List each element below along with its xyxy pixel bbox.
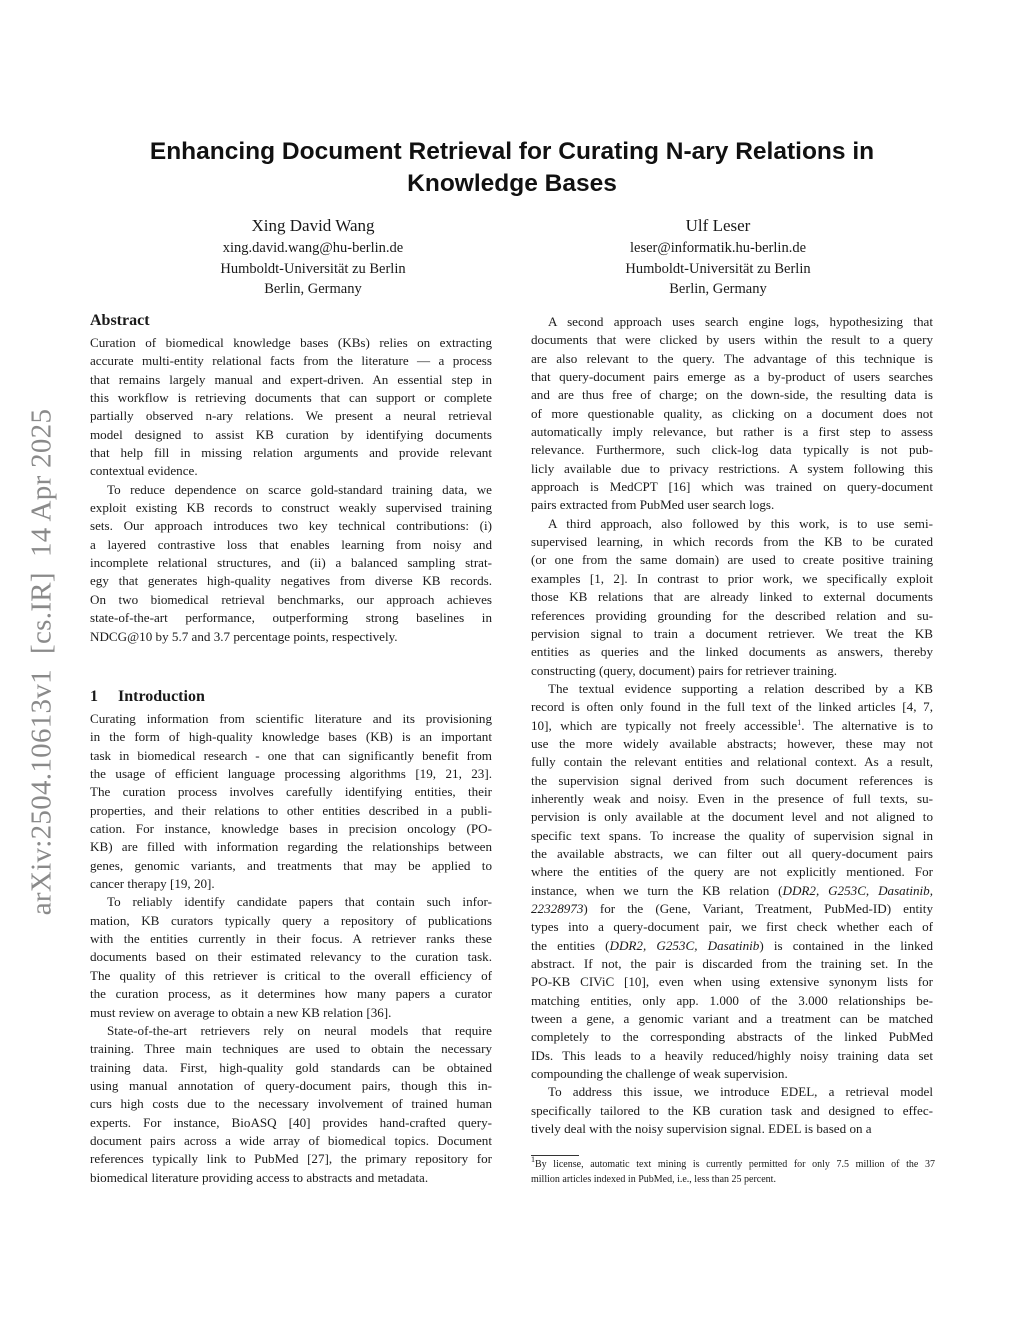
text-line: those KB relations that are already linked to external documents xyxy=(531,589,933,605)
author-affiliation: Humboldt-Universität zu Berlin xyxy=(625,260,811,277)
author-affiliation: Humboldt-Universität zu Berlin xyxy=(220,260,406,277)
footnote-line xyxy=(531,1155,935,1173)
text-line: State-of-the-art retrievers rely on neural models that require xyxy=(107,1022,492,1038)
text-line: compounding the challenge of weak supervision. xyxy=(531,1066,788,1082)
text-line: documents based on their estimated relevancy to the curation task. xyxy=(90,949,492,965)
text-line: the supervision signal derived from such document references is xyxy=(531,772,933,788)
text-line: partially observed n-ary relations. We present a neural retrieval xyxy=(90,408,492,424)
footnote-mark: 1 xyxy=(797,717,802,727)
text-segment: ) for the (Gene, Variant, Treatment, PubMed-ID) entity xyxy=(583,901,933,916)
section-number: 1 xyxy=(90,688,98,705)
footnote-divider xyxy=(531,1155,579,1156)
author-email[interactable]: xing.david.wang@hu-berlin.de xyxy=(222,240,404,256)
text-line: where the entities of the query are not explicitly mentioned. For xyxy=(531,864,933,880)
text-line: biomedical literature providing access to abstracts and metadata. xyxy=(90,1169,429,1185)
footnote xyxy=(531,1155,935,1187)
text-line: cancer therapy [19, 20]. xyxy=(90,876,215,892)
author-location: Berlin, Germany xyxy=(264,281,362,297)
paragraph xyxy=(531,680,933,1084)
text-line: supervised learning, in which records from the KB to be curated xyxy=(531,534,933,550)
text-line: that query-document pairs emerge as a by-product of users searches xyxy=(531,369,933,385)
paragraph xyxy=(90,710,492,893)
paper-title xyxy=(60,136,964,200)
text-line: completely to the corresponding abstracts of the linked PubMed xyxy=(531,1029,933,1045)
arxiv-identifier-stamp: arXiv:2504.10613v1 [cs.IR] 14 Apr 2025 xyxy=(25,408,58,916)
text-line: pervision signal to train a document retriever. We treat the KB xyxy=(531,625,933,641)
text-line: state-of-the-art performance, outperforming strong baselines in xyxy=(90,610,492,626)
text-line: The quality of this retriever is critical to the overall efficiency of xyxy=(90,967,492,983)
text-line: document pairs across a wide array of biomedical topics. Document xyxy=(90,1132,492,1148)
author-location: Berlin, Germany xyxy=(669,281,767,297)
paragraph xyxy=(90,1022,492,1187)
paragraph xyxy=(90,893,492,1021)
text-line: On two biomedical retrieval benchmarks, our approach achieves xyxy=(90,591,492,607)
text-segment: ) is contained in the linked xyxy=(759,937,933,953)
text-line: To reliably identify candidate papers that contain such infor- xyxy=(107,894,492,910)
text-line: model designed to assist KB curation by identifying documents xyxy=(90,426,492,442)
italic-entity: 22328973 xyxy=(531,901,584,916)
section-title: Introduction xyxy=(118,688,205,705)
text-line: training. Three main techniques are used to obtain the necessary xyxy=(90,1041,492,1057)
text-line: and are thus free of charge; on the down-side, the resulting data is xyxy=(531,387,933,403)
text-line: A second approach uses search engine logs, hypothesizing that xyxy=(548,314,933,329)
text-line: A third approach, also followed by this work, is to use semi- xyxy=(548,515,933,531)
text-line xyxy=(531,900,933,918)
text-line: Curation of biomedical knowledge bases (KBs) relies on extracting xyxy=(90,335,492,350)
text-line: types into a query-document pair, we first check whether each of xyxy=(531,919,933,935)
footnote-mark: 1 xyxy=(531,1155,535,1164)
text-segment: . The alternative is to xyxy=(801,717,933,733)
text-line: PO-KB CIViC [10], even when using extensive synonym lists for xyxy=(531,974,933,990)
paragraph xyxy=(90,334,492,481)
text-line: The textual evidence supporting a relation described by a KB xyxy=(548,680,933,696)
text-line: inherently weak and noisy. Even in the presence of full texts, su- xyxy=(531,790,933,806)
text-line: using manual annotation of query-document pairs, though this in- xyxy=(90,1077,492,1093)
text-line: abstract. If not, the pair is discarded from the training set. In the xyxy=(531,956,933,972)
text-line: constructing (query, document) pairs for retriever training. xyxy=(531,662,838,678)
text-line: task in biomedical research - one that can significantly benefit from xyxy=(90,747,492,763)
text-line: in the form of high-quality knowledge bases (KB) is an important xyxy=(90,729,492,745)
text-line: tively deal with the noisy supervision signal. EDEL is based on a xyxy=(531,1121,872,1137)
text-line: exploit existing KB records to construct weakly supervised training xyxy=(90,500,492,516)
text-line: this workflow is retrieving documents that can support or complete xyxy=(90,390,492,406)
text-line: (or one from the same domain) are used to create positive training xyxy=(531,552,933,568)
text-line: of more questionable quality, as clicking on a document does not xyxy=(531,405,933,421)
title-line: Knowledge Bases xyxy=(407,170,617,197)
paragraph xyxy=(531,313,933,515)
italic-entity: DDR2, G253C, Dasatinib xyxy=(609,937,760,953)
text-line: with the entities currently in their focus. A retriever ranks these xyxy=(90,931,492,947)
text-line: fully contain the relevant entities and relational context. As a result, xyxy=(531,754,933,770)
text-line: licly available due to privacy restrictions. A system following this xyxy=(531,460,933,476)
text-line: relevance. Furthermore, such click-log data typically is not pub- xyxy=(531,442,933,458)
footnote-line xyxy=(531,1173,935,1188)
author-name: Ulf Leser xyxy=(685,216,751,235)
text-line: The curation process involves carefully identifying entities, their xyxy=(90,784,492,800)
text-line: the usage of efficient language processing algorithms [19, 21, 23]. xyxy=(90,766,492,782)
paragraph xyxy=(531,1083,933,1138)
text-line: cation. For instance, knowledge bases in precision oncology (PO- xyxy=(90,821,492,837)
section-heading xyxy=(90,311,492,331)
section-title: Abstract xyxy=(90,312,150,329)
text-line: examples [1, 2]. In contrast to prior work, we specifically exploit xyxy=(531,570,933,586)
author-block xyxy=(538,214,898,300)
text-line: pairs extracted from PubMed user search logs. xyxy=(531,497,775,513)
text-line: references typically link to PubMed [27], the primary repository for xyxy=(90,1151,492,1167)
text-line: mation, KB curators typically query a repository of publications xyxy=(90,912,492,928)
text-line: that help fill in missing relation arguments and provide relevant xyxy=(90,445,492,461)
paragraph xyxy=(90,481,492,646)
text-segment: the entities ( xyxy=(531,937,610,953)
text-line: that remains largely manual and expert-driven. An essential step in xyxy=(90,371,492,387)
text-line: genes, genomic variants, and treatments that may be applied to xyxy=(90,857,492,873)
text-line: tween a gene, a genomic variant and a treatment can be matched xyxy=(531,1011,933,1027)
text-line: sets. Our approach introduces two key technical contributions: (i) xyxy=(90,518,492,534)
author-name: Xing David Wang xyxy=(251,216,375,235)
text-line: accurate multi-entity relational facts from the literature — a process xyxy=(90,353,492,369)
text-line: specific text spans. To increase the quality of supervision signal in xyxy=(531,827,933,843)
text-line: must review on average to obtain a new KB relation [36]. xyxy=(90,1004,392,1020)
title-line: Enhancing Document Retrieval for Curating N-ary Relations in xyxy=(149,138,875,165)
author-email[interactable]: leser@informatik.hu-berlin.de xyxy=(629,240,807,256)
text-line: approach is MedCPT [16] which was trained on query-document xyxy=(531,479,933,495)
introduction-section xyxy=(90,687,492,1187)
text-line xyxy=(531,937,933,955)
text-line: record is often only found in the full text of the linked articles [4, 7, xyxy=(531,699,933,715)
text-line: contextual evidence. xyxy=(90,463,198,479)
text-line: KB) are filled with information regarding the relationships between xyxy=(90,839,492,855)
footnote-text: million articles indexed in PubMed, i.e., less than 25 percent. xyxy=(531,1173,776,1185)
text-line: training data. First, high-quality gold standards can be obtained xyxy=(90,1059,492,1075)
paragraph xyxy=(531,515,933,680)
text-line: matching entities, only app. 1.000 of the 3.000 relationships be- xyxy=(531,992,933,1008)
section-heading xyxy=(90,687,492,707)
text-line xyxy=(531,717,933,735)
italic-entity: DDR2, G253C, Dasatinib, xyxy=(782,882,933,898)
text-line: experts. For instance, BioASQ [40] provides hand-crafted query- xyxy=(90,1114,492,1130)
text-line: are also relevant to the query. The advantage of this technique is xyxy=(531,350,933,366)
text-line: To reduce dependence on scarce gold-standard training data, we xyxy=(107,481,492,497)
text-line: automatically imply relevance, but rather is a first step to assess xyxy=(531,424,933,440)
text-line: specifically tailored to the KB curation task and designed to effec- xyxy=(531,1102,933,1118)
text-line: the curation process, as it determines how many papers a curator xyxy=(90,986,492,1002)
abstract-section xyxy=(90,311,492,646)
text-line: NDCG@10 by 5.7 and 3.7 percentage points, respectively. xyxy=(90,628,398,644)
text-line: pervision is only available at the document level and not aligned to xyxy=(531,809,933,825)
text-line: documents that were clicked by users within the result to a query xyxy=(531,332,933,348)
right-column xyxy=(531,313,933,1138)
text-line: egy that generates high-quality negatives from diverse KB records. xyxy=(90,573,492,589)
text-line: a layered contrastive loss that enables learning from noisy and xyxy=(90,536,492,552)
text-segment: instance, when we turn the KB relation ( xyxy=(531,882,783,898)
text-line xyxy=(531,882,933,900)
text-line: To address this issue, we introduce EDEL, a retrieval model xyxy=(548,1084,933,1100)
text-line: the available abstracts, we can filter out all query-document pairs xyxy=(531,845,933,861)
text-line: properties, and their relations to other entities described in a publi- xyxy=(90,802,492,818)
text-segment: 10], which are typically not freely accessible xyxy=(531,717,798,733)
text-line: Curating information from scientific literature and its provisioning xyxy=(90,711,492,726)
text-line: incomplete relational structures, and (ii) a balanced sampling strat- xyxy=(90,555,492,571)
text-line: curs high costs due to the necessary involvement of trained human xyxy=(90,1096,492,1112)
text-line: use the more widely available abstracts; however, these may not xyxy=(531,735,933,751)
author-block xyxy=(133,214,493,300)
text-line: entities as queries and the linked documents as answers, thereby xyxy=(531,644,933,660)
text-line: IDs. This leads to a heavily reduced/highly noisy training data set xyxy=(531,1047,933,1063)
text-line: references providing grounding for the described relation and su- xyxy=(531,607,933,623)
footnote-text: By license, automatic text mining is currently permitted for only 7.5 million of the 37 xyxy=(535,1159,935,1170)
